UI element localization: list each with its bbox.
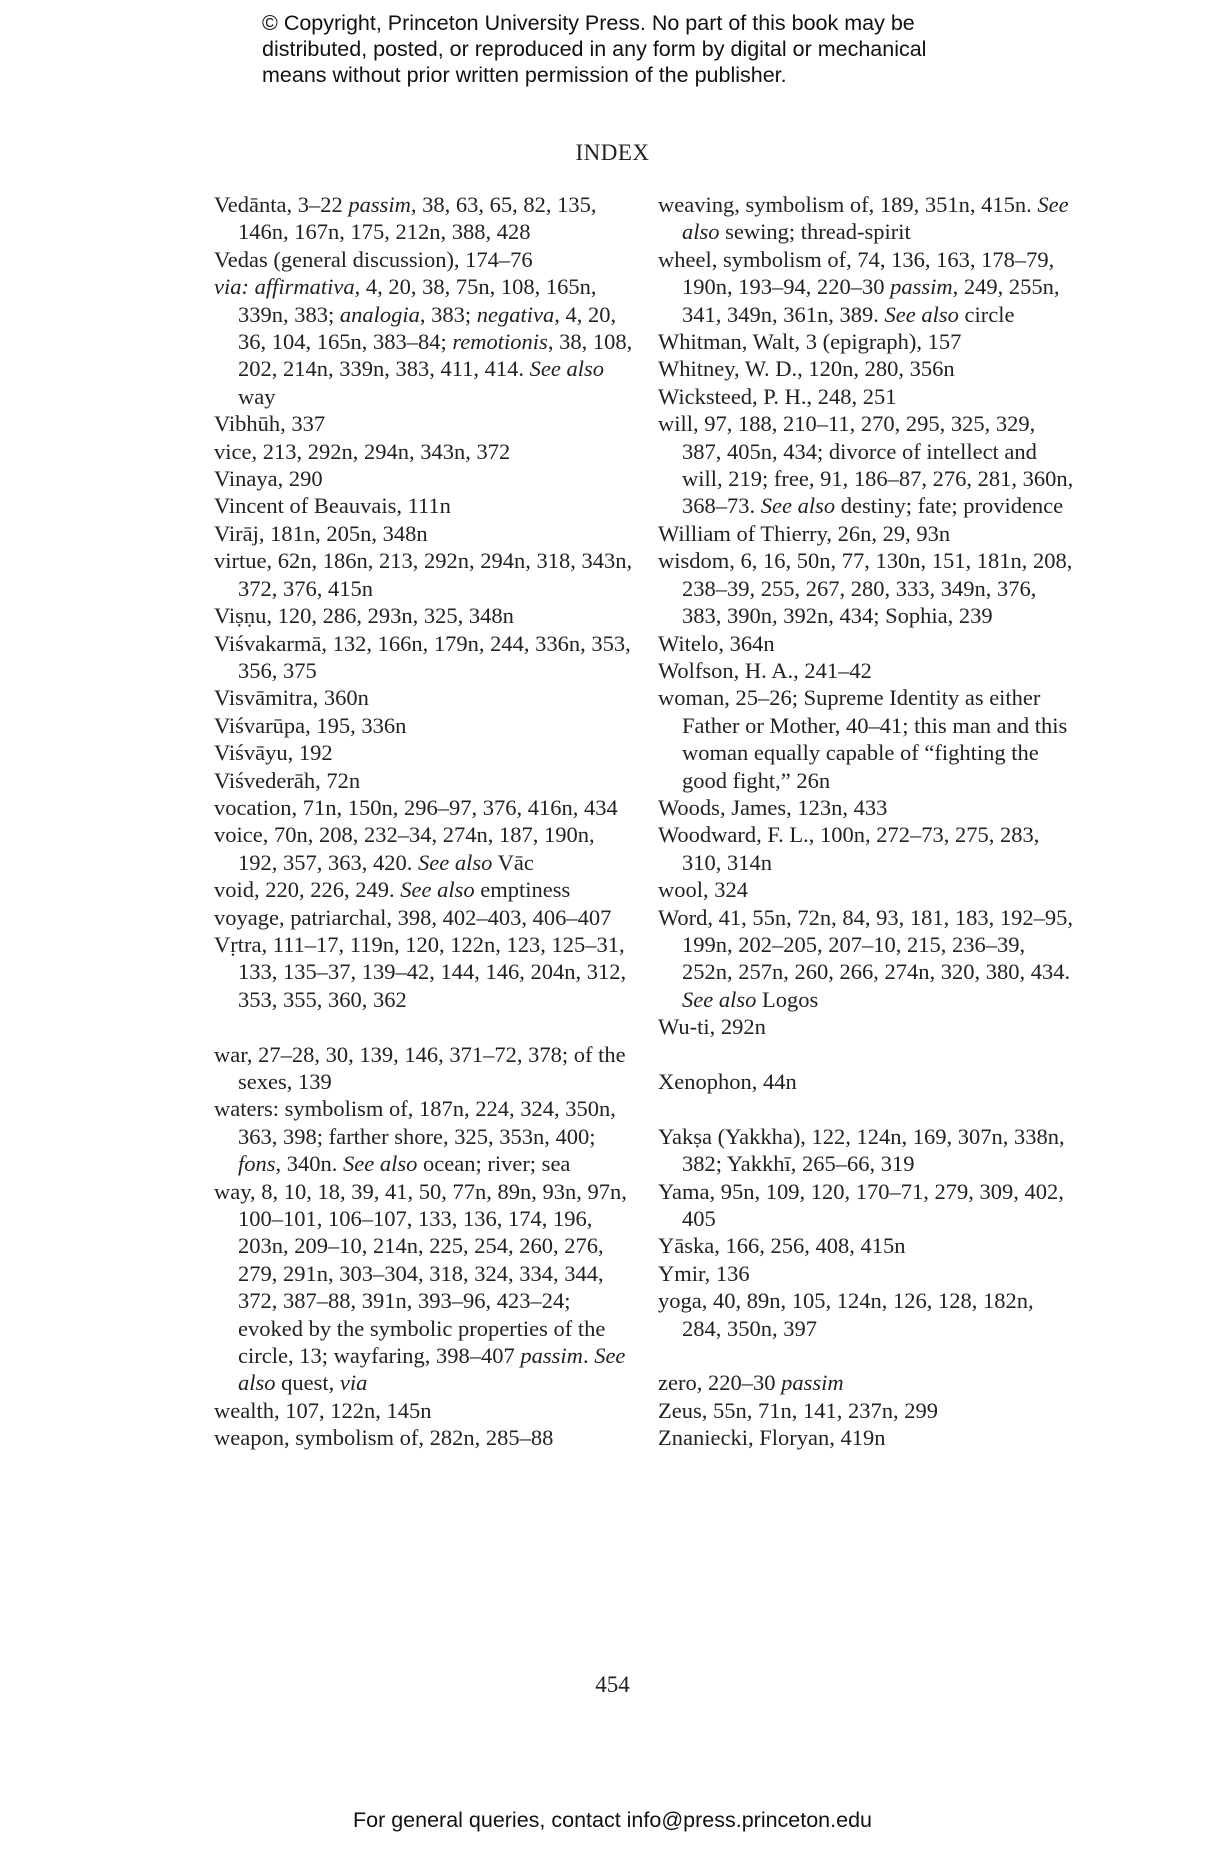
index-entry-text: Yakṣa (Yakkha), 122, 124n, 169, 307n, 338n, 382; Yakkhī, 265–66, 319 xyxy=(658,1123,1065,1177)
index-entry-text: circle xyxy=(958,301,1015,327)
index-entry xyxy=(214,1095,634,1177)
index-entry-italic-text: fons xyxy=(238,1151,276,1177)
index-entry-text: Viśvederāh, 72n xyxy=(214,767,361,793)
index-entry-italic-text: analogia xyxy=(339,301,420,327)
index-entry-text: , 4, 20, 38, 75n, 108, 165n, 339n, 383; xyxy=(238,274,597,327)
index-entry-text: Yāska, 166, 256, 408, 415n xyxy=(658,1233,906,1259)
index-entry-text: sewing; thread-spirit xyxy=(719,219,911,245)
index-entry xyxy=(214,739,634,766)
index-entry xyxy=(658,1068,1078,1095)
index-entry xyxy=(214,931,634,1013)
index-entry xyxy=(214,767,634,794)
index-entry xyxy=(658,1369,1078,1396)
index-entry xyxy=(658,410,1078,520)
copyright-line: means without prior written permission of the publisher. xyxy=(262,63,787,87)
index-entry-text: Vinaya, 290 xyxy=(214,466,323,492)
index-entry xyxy=(214,273,634,410)
index-entry-text: Wicksteed, P. H., 248, 251 xyxy=(658,383,897,409)
index-entry xyxy=(658,1013,1078,1040)
index-entry xyxy=(214,520,634,547)
index-entry-text: wool, 324 xyxy=(658,877,748,903)
index-entry-text: , 38, 108, 202, 214n, 339n, 383, 411, 414. xyxy=(238,329,633,382)
index-entry-text: Zeus, 55n, 71n, 141, 237n, 299 xyxy=(658,1397,938,1423)
index-entry-text: Whitney, W. D., 120n, 280, 356n xyxy=(658,356,955,382)
index-entry-italic-text: See also xyxy=(760,493,836,519)
index-entry xyxy=(214,547,634,602)
index-entry-text: void, 220, 226, 249. xyxy=(214,877,401,903)
index-entry-italic-text: See also xyxy=(343,1151,418,1177)
index-entry xyxy=(658,520,1078,547)
index-entry-text: Znaniecki, Floryan, 419n xyxy=(658,1425,886,1451)
index-entry-text: Vṛtra, 111–17, 119n, 120, 122n, 123, 125–31, 133, 135–37, 139–42, 144, 146, 204n, 312, 353, 355, 360, 362 xyxy=(214,931,627,1012)
entry-gap xyxy=(658,1041,1078,1068)
index-entry-text: quest, xyxy=(275,1370,340,1396)
index-entry xyxy=(214,821,634,876)
index-entry xyxy=(658,821,1078,876)
index-entry-italic-text: See also xyxy=(682,986,757,1012)
index-entry-italic-text: See also xyxy=(400,877,475,903)
index-entry-text: woman, 25–26; Supreme Identity as either Father or Mother, 40–41; this man and this woman equally capable of “fighting the good fight,” 26n xyxy=(658,685,1068,793)
index-entry xyxy=(658,383,1078,410)
entry-gap xyxy=(214,1013,634,1040)
index-entry xyxy=(658,355,1078,382)
index-entry-text: Ymir, 136 xyxy=(658,1260,750,1286)
index-entry xyxy=(658,246,1078,328)
index-entry xyxy=(658,328,1078,355)
index-entry-text: Xenophon, 44n xyxy=(658,1068,797,1094)
index-entry xyxy=(658,904,1078,1014)
index-entry-text: Word, 41, 55n, 72n, 84, 93, 181, 183, 192–95, 199n, 202–205, 207–10, 215, 236–39, 252n, 257n, 260, 266, 274n, 320, 380, 434. xyxy=(658,904,1074,985)
index-entry xyxy=(658,684,1078,794)
index-entry-italic-text: See also xyxy=(884,301,959,327)
index-entry-text: Viṣṇu, 120, 286, 293n, 325, 348n xyxy=(214,603,514,629)
index-entry-text: wheel, symbolism of, 74, 136, 163, 178–79, 190n, 193–94, 220–30 xyxy=(658,246,1055,300)
index-entry xyxy=(658,1424,1078,1451)
index-entry xyxy=(214,1178,634,1397)
index-entry-text: Viśvarūpa, 195, 336n xyxy=(214,712,407,738)
index-entry xyxy=(214,876,634,903)
index-entry-text: Wu-ti, 292n xyxy=(658,1014,766,1040)
index-entry xyxy=(214,465,634,492)
index-entry-text: Woodward, F. L., 100n, 272–73, 275, 283, 310, 314n xyxy=(658,822,1040,875)
index-entry xyxy=(658,876,1078,903)
index-entry-text: , 38, 63, 65, 82, 135, 146n, 167n, 175, 212n, 388, 428 xyxy=(238,192,597,245)
index-entry-italic-text: See also xyxy=(682,192,1069,245)
index-column-left xyxy=(214,191,634,1452)
index-entry-text: wisdom, 6, 16, 50n, 77, 130n, 151, 181n, 208, 238–39, 255, 267, 280, 333, 349n, 376, 383, 390n, 392n, 434; Sophia, 239 xyxy=(658,548,1073,629)
index-entry-text: Vedānta, 3–22 xyxy=(214,192,349,217)
index-entry-italic-text: passim xyxy=(348,192,411,217)
index-entry-text: , 340n. xyxy=(275,1151,344,1177)
index-entry-text: emptiness xyxy=(474,877,571,903)
index-entry-italic-text: negativa xyxy=(476,301,555,327)
index-entry-italic-text: See also xyxy=(238,1343,626,1396)
index-entry-text: , 249, 255n, 341, 349n, 361n, 389. xyxy=(682,274,1060,327)
index-entry-text: Woods, James, 123n, 433 xyxy=(658,794,888,820)
index-entry-italic-text: See also xyxy=(418,849,493,875)
index-entry-text: Wolfson, H. A., 241–42 xyxy=(658,657,872,683)
index-entry-text: wealth, 107, 122n, 145n xyxy=(214,1397,432,1423)
index-entry xyxy=(214,191,634,246)
index-entry xyxy=(658,1178,1078,1233)
index-entry xyxy=(658,657,1078,684)
index-entry xyxy=(214,492,634,519)
index-entry xyxy=(658,1287,1078,1342)
index-entry-text: Visvāmitra, 360n xyxy=(214,685,369,711)
copyright-notice xyxy=(262,10,1022,88)
index-entry xyxy=(214,630,634,685)
index-entry xyxy=(214,684,634,711)
index-entry xyxy=(214,1397,634,1424)
index-entry xyxy=(658,1123,1078,1178)
index-column-right xyxy=(658,191,1078,1452)
copyright-line: distributed, posted, or reproduced in any form by digital or mechanical xyxy=(262,37,927,61)
index-entry xyxy=(214,712,634,739)
index-entry xyxy=(214,602,634,629)
index-entry-italic-text: passim xyxy=(890,274,953,300)
index-entry-text: vice, 213, 292n, 294n, 343n, 372 xyxy=(214,438,511,464)
footer-contact: For general queries, contact info@press.princeton.edu xyxy=(352,1808,872,1832)
index-entry-text: Logos xyxy=(756,986,819,1012)
entry-gap xyxy=(658,1095,1078,1122)
index-entry xyxy=(658,1260,1078,1287)
index-entry-text: . xyxy=(582,1343,595,1369)
index-entry-text: Vibhūh, 337 xyxy=(214,411,326,437)
index-entry xyxy=(214,904,634,931)
entry-gap xyxy=(658,1342,1078,1369)
index-entry-text: William of Thierry, 26n, 29, 93n xyxy=(658,520,951,546)
index-entry-italic-text: passim xyxy=(520,1343,583,1369)
index-entry-text: ocean; river; sea xyxy=(417,1151,571,1177)
index-entry-text: will, 97, 188, 210–11, 270, 295, 325, 329, 387, 405n, 434; divorce of intellect and will, 219; free, 91, 186–87, 276, 281, 360n, 368–73. xyxy=(658,411,1074,519)
copyright-line: © Copyright, Princeton University Press. No part of this book may be xyxy=(262,11,915,35)
index-entry-italic-text: remotionis xyxy=(452,329,548,355)
index-entry xyxy=(658,547,1078,629)
index-entry-text: waters: symbolism of, 187n, 224, 324, 350n, 363, 398; farther shore, 325, 353n, 400; xyxy=(214,1096,616,1149)
index-entry-italic-text: passim xyxy=(781,1370,844,1396)
index-entry-text: Vedas (general discussion), 174–76 xyxy=(214,246,533,272)
index-entry-text: Viśvakarmā, 132, 166n, 179n, 244, 336n, 353, 356, 375 xyxy=(214,630,631,683)
index-entry-text: , 383; xyxy=(419,301,477,327)
index-entry-text: vocation, 71n, 150n, 296–97, 376, 416n, 434 xyxy=(214,794,618,820)
index-entry-text: Viśvāyu, 192 xyxy=(214,740,333,766)
index-entry xyxy=(214,794,634,821)
index-entry-text: virtue, 62n, 186n, 213, 292n, 294n, 318, 343n, 372, 376, 415n xyxy=(214,548,633,601)
index-entry-text: Witelo, 364n xyxy=(658,630,775,656)
index-entry-italic-text: See also xyxy=(529,356,605,382)
index-entry-text: Virāj, 181n, 205n, 348n xyxy=(214,520,428,546)
page-number: 454 xyxy=(595,1672,630,1697)
index-entry xyxy=(658,1397,1078,1424)
index-entry-text: weapon, symbolism of, 282n, 285–88 xyxy=(214,1425,554,1451)
index-entry-text: destiny; fate; providence xyxy=(835,493,1064,519)
page-heading: INDEX xyxy=(575,140,650,165)
index-entry xyxy=(214,1041,634,1096)
index-entry-text: war, 27–28, 30, 139, 146, 371–72, 378; of the sexes, 139 xyxy=(214,1041,626,1094)
index-entry xyxy=(214,1424,634,1451)
index-entry-text: voyage, patriarchal, 398, 402–403, 406–407 xyxy=(214,904,612,930)
index-entry-text: , 4, 20, 36, 104, 165n, 383–84; xyxy=(238,301,617,355)
index-entry-text: way xyxy=(238,383,276,409)
index-entry xyxy=(214,410,634,437)
index-entry-italic-text: via: affirmativa xyxy=(214,274,355,300)
index-entry xyxy=(658,794,1078,821)
index-entry-text: way, 8, 10, 18, 39, 41, 50, 77n, 89n, 93n, 97n, 100–101, 106–107, 133, 136, 174, 196, 203n, 209–10, 214n, 225, 254, 260, 276, 279, 291n, 303–304, 318, 324, 334, 344, 372, 387–88, 391n, 393–96, 423–24; evoked by the symbolic properties of the circle, 13; wayfaring, 398–407 xyxy=(214,1178,627,1369)
index-entry-text: Yama, 95n, 109, 120, 170–71, 279, 309, 402, 405 xyxy=(658,1178,1064,1231)
index-entry xyxy=(214,246,634,273)
index-entry-text: voice, 70n, 208, 232–34, 274n, 187, 190n, 192, 357, 363, 420. xyxy=(214,822,595,875)
index-entry-text: Whitman, Walt, 3 (epigraph), 157 xyxy=(658,329,962,355)
index-entry-italic-text: via xyxy=(339,1370,368,1396)
index-entry-text: Vāc xyxy=(492,849,534,875)
index-entry xyxy=(658,191,1078,246)
index-entry-text: Vincent of Beauvais, 111n xyxy=(214,493,451,519)
index-entry xyxy=(658,630,1078,657)
index-entry-text: yoga, 40, 89n, 105, 124n, 126, 128, 182n, 284, 350n, 397 xyxy=(658,1288,1034,1341)
index-entry-text: weaving, symbolism of, 189, 351n, 415n. xyxy=(658,192,1038,217)
index-entry xyxy=(658,1232,1078,1259)
index-entry-text: zero, 220–30 xyxy=(658,1370,782,1396)
index-entry xyxy=(214,438,634,465)
